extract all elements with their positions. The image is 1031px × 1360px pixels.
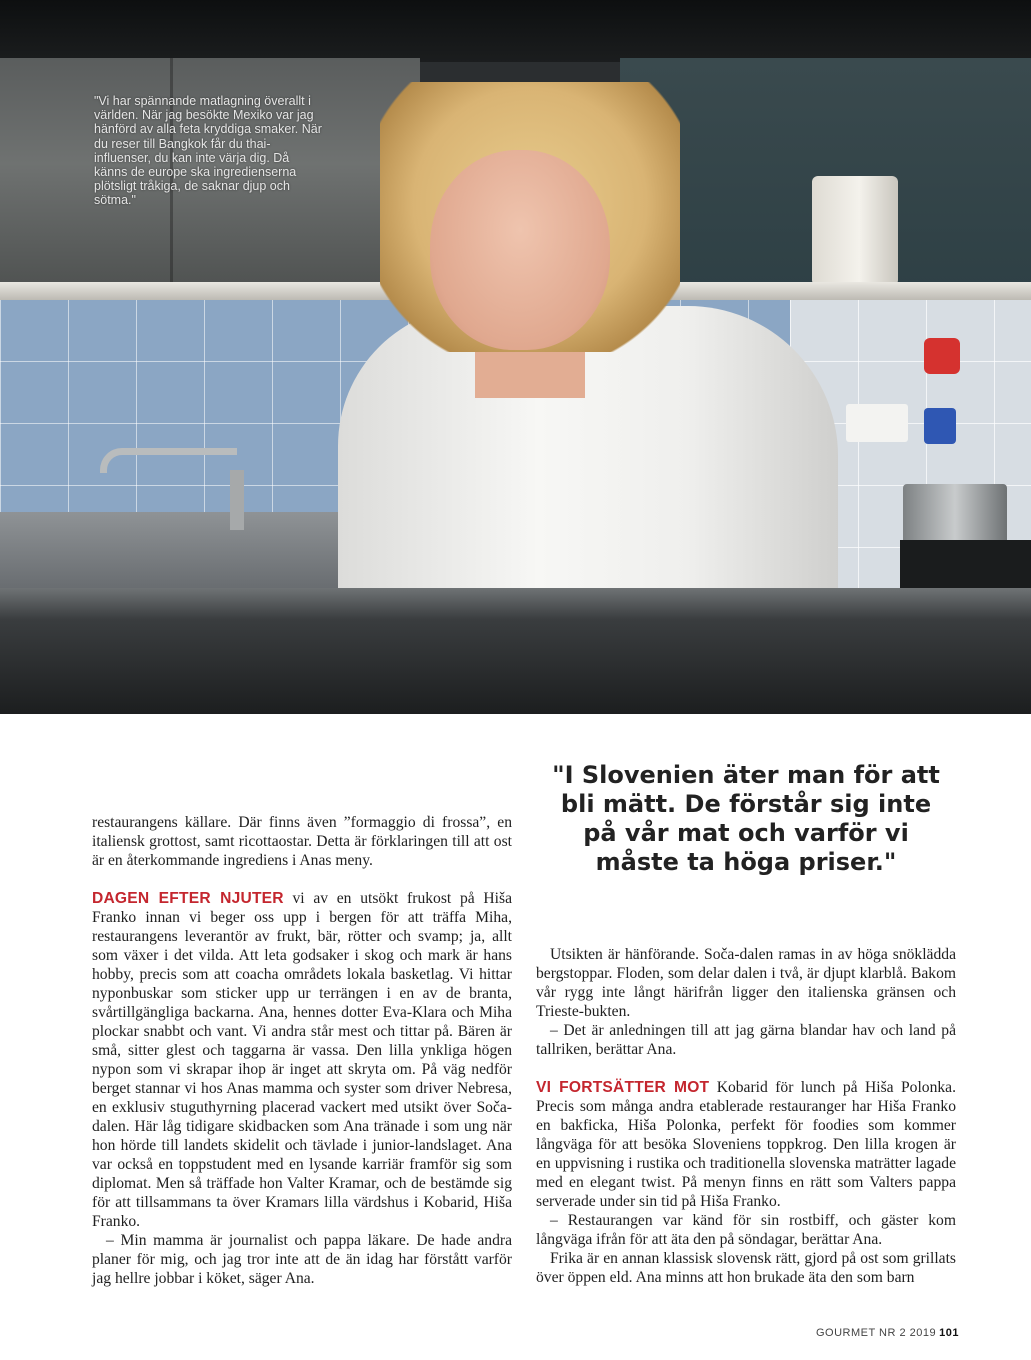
photo-counter bbox=[0, 588, 1031, 714]
paragraph bbox=[92, 889, 512, 1231]
paragraph: Utsikten är hänförande. Soča-dalen ramas in av höga snöklädda bergstoppar. Floden, som delar dalen i två, är djupt klarblå. Bakom vår rygg inte långt härifrån ligger den italienska gränsen och Trieste-bukten. bbox=[536, 946, 956, 1020]
paragraph-text: Kobarid för lunch på Hiša Polonka. Precis som många andra etablerade restauranger har Hiša Franko en bakficka, Hiša Polonka, perfekt för foodies som kommer långväga för att besöka Sloveniens toppkrog. Den lilla krogen är en uppvisning i rustika och traditionella slovenska maträtter lagade med en elegant twist. På menyn finns en rätt som Valters pappa serverade under sin tid på Hiša Franko. bbox=[536, 1079, 956, 1210]
photo-chef-jacket bbox=[338, 306, 838, 636]
paragraph: – Det är anledningen till att jag gärna blandar hav och land på tallriken, berättar Ana. bbox=[536, 1022, 956, 1058]
photo-blue-switch bbox=[924, 408, 956, 444]
photo-paper-towel bbox=[812, 176, 898, 286]
page-number: 101 bbox=[939, 1327, 959, 1339]
paragraph bbox=[536, 1078, 956, 1211]
paragraph: – Restaurangen var känd för sin rostbiff, och gäster kom långväga ifrån för att äta den på söndagar, berättar Ana. bbox=[536, 1212, 956, 1248]
right-column bbox=[536, 945, 956, 1287]
photo-socket bbox=[846, 404, 908, 442]
photo-pot bbox=[903, 484, 1007, 548]
paragraph-text: vi av en utsökt frukost på Hiša Franko innan vi beger oss upp i bergen för att träffa Miha, restaurangens leverantör av frukt, bär, rötter och svamp; ja, allt som växer i det vilda. Att leta godsaker i skog och mark är hans hobby, precis som att coacha områdets lokala basketlag. Vi hittar nyponbuskar som sticker upp ur terrängen i en av de branta, svårtillgängliga backarna. Ana, hennes dotter Eva-Klara och Miha plockar snabbt och vant. Vi andra står mest och tittar på. Bären är små, sitter glest och taggarna är vassa. Den lilla ynkliga högen nypon som vi skrapar ihop är inget att skryta om. På väg nedför berget stannar vi hos Anas mamma och syster som driver Nebresa, en exklusiv stuguthyrning placerad vackert med utsikt över Soča-dalen. Här låg tidigare skidbacken som Ana tränade i som ung när hon hörde till landets skidelit och tävlade i junior-landslaget. Ana var också en toppstudent med en lysande karriär framför sig som diplomat. Men så träffade hon Valter Kramar, och de bestämde sig för att tillsammans ta över Kramars lilla värdshus i Kobarid, Hiša Franko. bbox=[92, 890, 512, 1230]
section-lead-in: DAGEN EFTER NJUTER bbox=[92, 890, 284, 907]
photo-chef-face bbox=[430, 150, 610, 350]
photo-faucet-post bbox=[230, 470, 244, 530]
paragraph: restaurangens källare. Där finns även ”formaggio di frossa”, en italiensk grottost, samt ricottaostar. Detta är förklaringen till att ost är en återkommande ingrediens i Anas meny. bbox=[92, 814, 512, 869]
paragraph: Frika är en annan klassisk slovensk rätt, gjord på ost som grillats över öppen eld. Ana minns att hon brukade äta den som barn bbox=[536, 1250, 956, 1286]
magazine-issue: GOURMET NR 2 2019 bbox=[815, 1327, 937, 1339]
pull-quote: "I Slovenien äter man för att bli mätt. De förstår sig inte på vår mat och varför vi måste ta höga priser." bbox=[552, 761, 940, 876]
section-lead-in: VI FORTSÄTTER MOT bbox=[536, 1079, 710, 1096]
photo-red-switch bbox=[924, 338, 960, 374]
paragraph: – Min mamma är journalist och pappa läkare. De hade andra planer för mig, och jag tror inte att de än idag har förstått varför jag hellre jobbar i köket, säger Ana. bbox=[92, 1232, 512, 1287]
left-column bbox=[92, 813, 512, 1288]
photo-ceiling bbox=[0, 0, 1031, 62]
photo-caption: "Vi har spännande matlagning överallt i världen. När jag besökte Mexiko var jag hänförd av alla feta kryddiga smaker. När du reser till Bangkok får du thai-influenser, du kan inte värja dig. Då känns de europe ska ingredienserna plötsligt tråkiga, de saknar djup och sötma." bbox=[94, 94, 322, 208]
page-folio bbox=[816, 1327, 959, 1339]
photo-faucet bbox=[100, 448, 237, 473]
